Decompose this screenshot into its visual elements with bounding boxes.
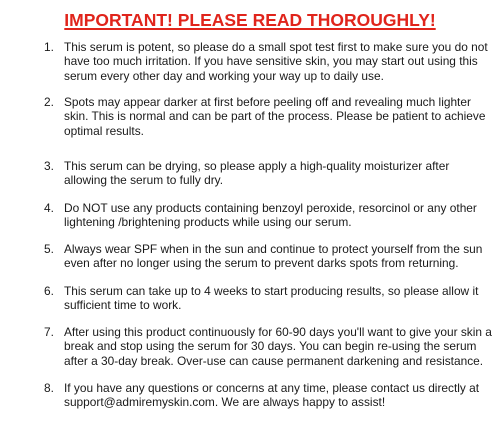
item-line: even after no longer using the serum to prevent darks spots from returning. bbox=[64, 256, 459, 271]
item-number: 5. bbox=[44, 242, 54, 256]
item-line: optimal results. bbox=[64, 123, 144, 138]
item-line: This serum can be drying, so please apply a high-quality moisturizer after bbox=[64, 159, 450, 173]
item-line: Always wear SPF when in the sun and continue to protect yourself from the sun bbox=[64, 242, 483, 256]
item-text bbox=[64, 381, 490, 410]
item-line: Spots may appear darker at first before peeling off and revealing much lighter bbox=[64, 95, 471, 109]
item-line: skin. This is normal and can be part of the process. Please be patient to achieve bbox=[64, 109, 486, 124]
item-line: Do NOT use any products containing benzoyl peroxide, resorcinol or any other bbox=[64, 201, 477, 215]
item-line: break and stop using the serum for 30 days. You can begin re-using the serum bbox=[64, 339, 477, 354]
item-line: lightening /brightening products while using our serum. bbox=[64, 215, 352, 230]
item-text bbox=[64, 325, 490, 368]
item-text bbox=[64, 159, 490, 188]
item-text bbox=[64, 242, 490, 271]
item-line: have too much irritation. If you have sensitive skin, you may start out using this bbox=[64, 54, 478, 69]
item-line: serum every other day and working your way up to daily use. bbox=[64, 68, 384, 83]
item-line: allowing the serum to fully dry. bbox=[64, 173, 224, 188]
item-line: This serum can take up to 4 weeks to start producing results, so please allow it bbox=[64, 284, 479, 298]
item-number: 3. bbox=[44, 159, 54, 173]
item-line: sufficient time to work. bbox=[64, 298, 182, 313]
item-text bbox=[64, 201, 490, 230]
item-text bbox=[64, 95, 490, 138]
page-title: IMPORTANT! PLEASE READ THOROUGHLY! bbox=[64, 10, 436, 30]
item-text bbox=[64, 40, 490, 83]
item-line: support@admiremyskin.com. We are always happy to assist! bbox=[64, 395, 386, 410]
item-number: 6. bbox=[44, 284, 54, 298]
item-line: After using this product continuously for 60-90 days you'll want to give your skin a bbox=[64, 325, 492, 339]
item-number: 2. bbox=[44, 95, 54, 109]
item-line: after a 30-day break. Over-use can cause permanent darkening and resistance. bbox=[64, 353, 484, 368]
item-number: 7. bbox=[44, 325, 54, 339]
item-number: 8. bbox=[44, 381, 54, 395]
item-number: 1. bbox=[44, 40, 54, 54]
item-line: If you have any questions or concerns at any time, please contact us directly at bbox=[64, 381, 480, 395]
item-line: This serum is potent, so please do a small spot test first to make sure you do not bbox=[64, 40, 488, 54]
item-number: 4. bbox=[44, 201, 54, 215]
item-text bbox=[64, 284, 490, 313]
